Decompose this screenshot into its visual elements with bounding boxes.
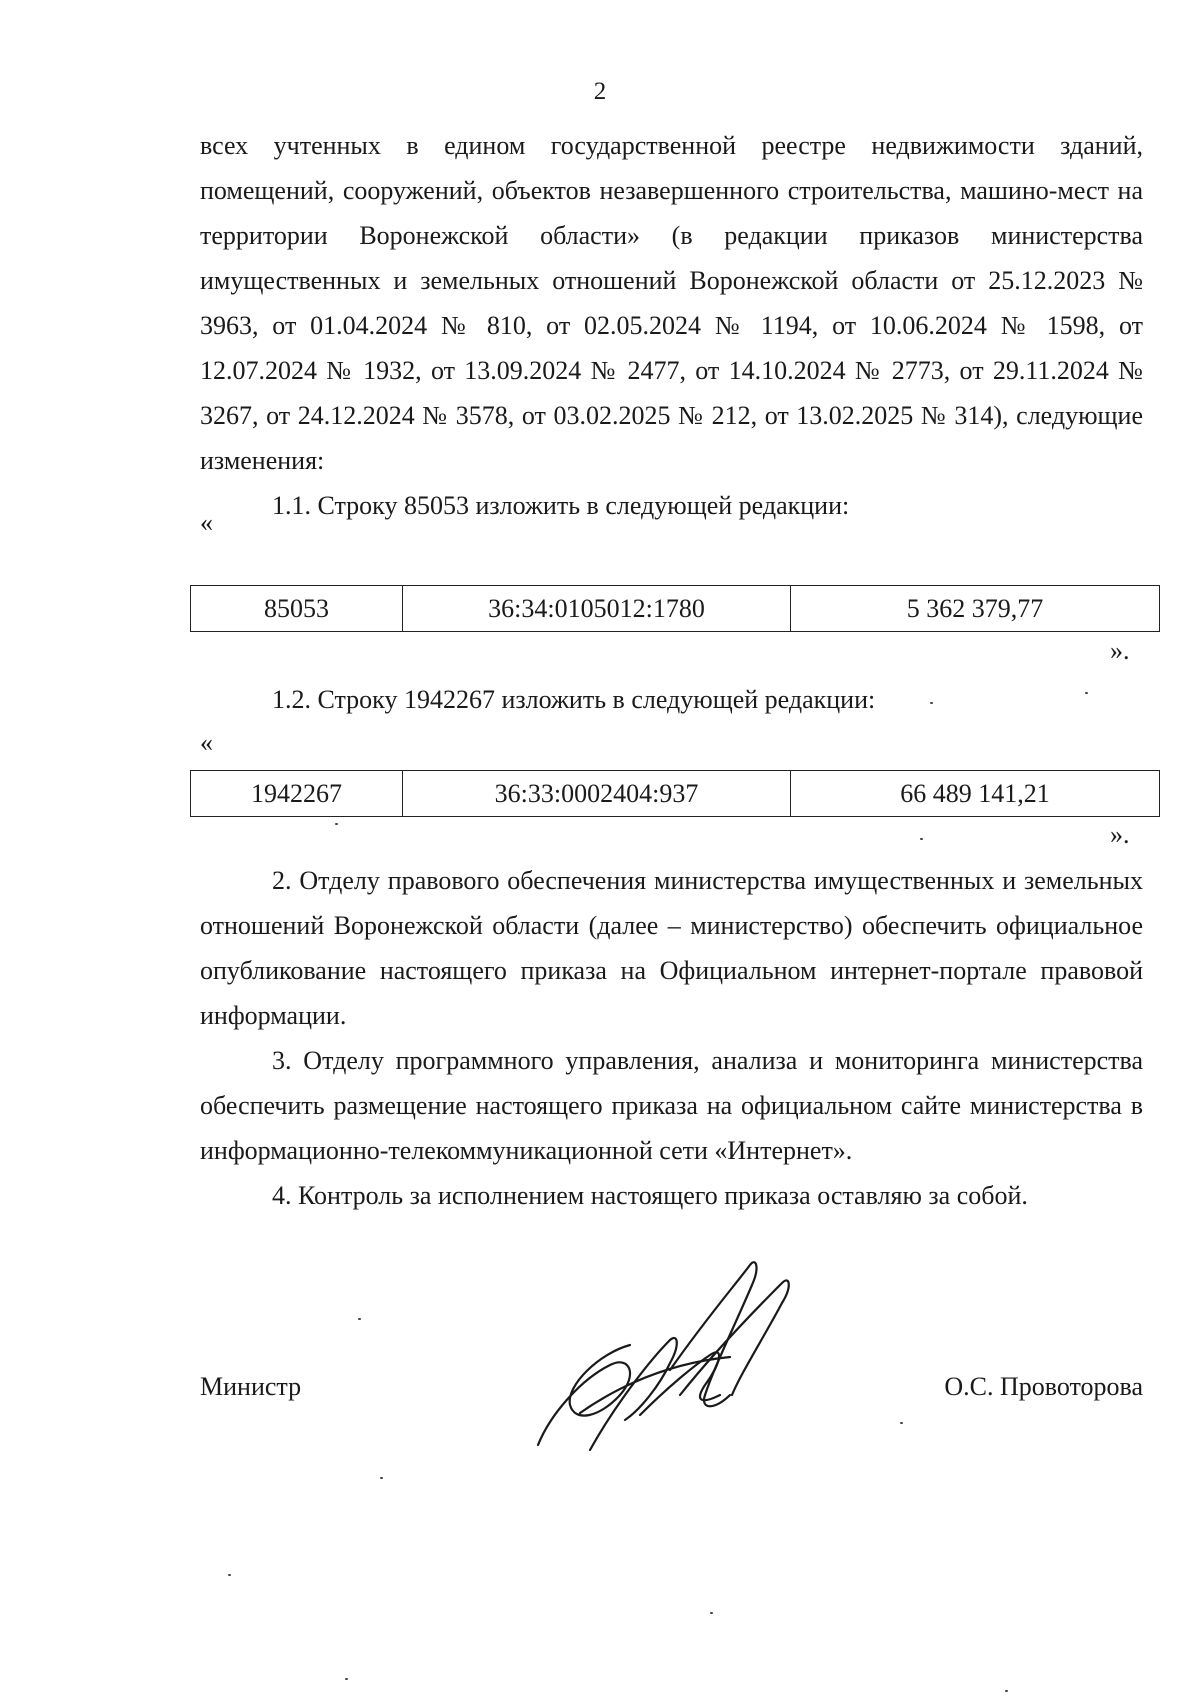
handwritten-signature: [520, 1245, 820, 1465]
row-number-cell: 85053: [191, 586, 403, 632]
scan-speck: [358, 1318, 361, 1320]
cadastral-value-cell: 5 362 379,77: [791, 586, 1160, 632]
cadastral-number-cell: 36:33:0002404:937: [403, 771, 791, 817]
cadastral-number-cell: 36:34:0105012:1780: [403, 586, 791, 632]
scan-speck: [345, 1678, 348, 1680]
quote-close-2: ».: [1110, 820, 1130, 849]
quote-close-1: ».: [1110, 636, 1130, 665]
scan-speck: [228, 1574, 231, 1576]
item-2: 2. Отделу правового обеспечения министерства имущественных и земельных отношений Воронежской области (далее – министерство) обеспечить официальное опубликование настоящего приказа на Официальном интернет-портале правовой информации.: [200, 866, 1143, 1030]
scan-speck: [930, 702, 933, 704]
item-1-2-block: [200, 677, 1143, 722]
scan-speck: [900, 1422, 903, 1424]
item-1-2: 1.2. Строку 1942267 изложить в следующей редакции:: [272, 685, 876, 714]
intro-block: [200, 123, 1143, 528]
scan-speck: [1005, 1690, 1008, 1692]
scan-speck: [380, 1477, 383, 1479]
item-1-1: 1.1. Строку 85053 изложить в следующей редакции:: [272, 491, 850, 520]
item-4: 4. Контроль за исполнением настоящего приказа оставляю за собой.: [272, 1181, 1028, 1210]
table-row: [191, 771, 1160, 817]
scan-speck: [335, 823, 338, 825]
scan-speck: [920, 838, 923, 840]
signatory-title: Министр: [200, 1372, 302, 1401]
cadastral-value-cell: 66 489 141,21: [791, 771, 1160, 817]
quote-open-2: «: [200, 728, 213, 757]
scan-speck: [710, 1612, 713, 1614]
intro-paragraph: всех учтенных в едином государственной реестре недвижимости зданий, помещений, сооружений, объектов незавершенного строительства, машино-мест на территории Воронежской области» (в редакции приказов министерства имущественных и земельных отношений Воронежской области от 25.12.2023 № 3963, от 01.04.2024 № 810, от 02.05.2024 № 1194, от 10.06.2024 № 1598, от 12.07.2024 № 1932, от 13.09.2024 № 2477, от 14.10.2024 № 2773, от 29.11.2024 № 3267, от 24.12.2024 № 3578, от 03.02.2025 № 212, от 13.02.2025 № 314), следующие изменения:: [200, 131, 1143, 475]
table-row: [191, 586, 1160, 632]
quote-open-1: «: [200, 508, 213, 537]
replacement-table-2: [190, 770, 1160, 817]
items-block: [200, 858, 1143, 1218]
page-number: 2: [593, 78, 607, 105]
replacement-table-1: [190, 585, 1160, 632]
item-3: 3. Отделу программного управления, анализа и мониторинга министерства обеспечить размещение настоящего приказа на официальном сайте министерства в информационно-телекоммуникационной сети «Интернет».: [200, 1046, 1143, 1165]
row-number-cell: 1942267: [191, 771, 403, 817]
scan-speck: [1085, 692, 1088, 694]
signatory-name: О.С. Провоторова: [944, 1372, 1143, 1401]
